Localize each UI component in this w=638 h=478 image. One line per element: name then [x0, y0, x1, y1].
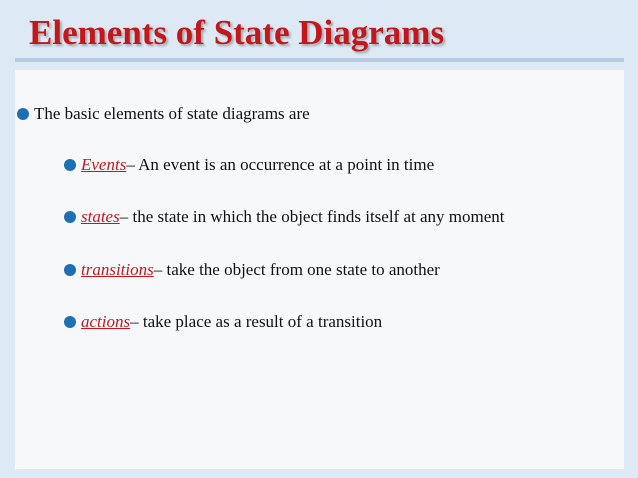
definition-events: – An event is an occurrence at a point in time	[126, 155, 435, 174]
term-events: Events	[81, 155, 127, 174]
term-actions: actions	[81, 312, 131, 331]
definition-transitions: – take the object from one state to another	[153, 260, 440, 279]
list-item-actions	[64, 311, 382, 333]
definition-states: – the state in which the object finds itself at any moment	[119, 207, 505, 226]
bullet-icon	[64, 211, 76, 223]
term-transitions: transitions	[81, 260, 154, 279]
bullet-icon	[64, 316, 76, 328]
bullet-icon	[64, 264, 76, 276]
bullet-icon	[64, 159, 76, 171]
list-item-transitions	[64, 259, 440, 281]
bullet-icon	[17, 108, 29, 120]
intro-text: The basic elements of state diagrams are	[34, 104, 310, 123]
term-states: states	[81, 207, 120, 226]
intro-bullet	[17, 103, 310, 125]
title-divider	[15, 58, 624, 62]
slide-title: Elements of State Diagrams	[29, 13, 445, 52]
list-item-events	[64, 154, 434, 176]
definition-actions: – take place as a result of a transition	[130, 312, 383, 331]
list-item-states	[64, 206, 505, 228]
